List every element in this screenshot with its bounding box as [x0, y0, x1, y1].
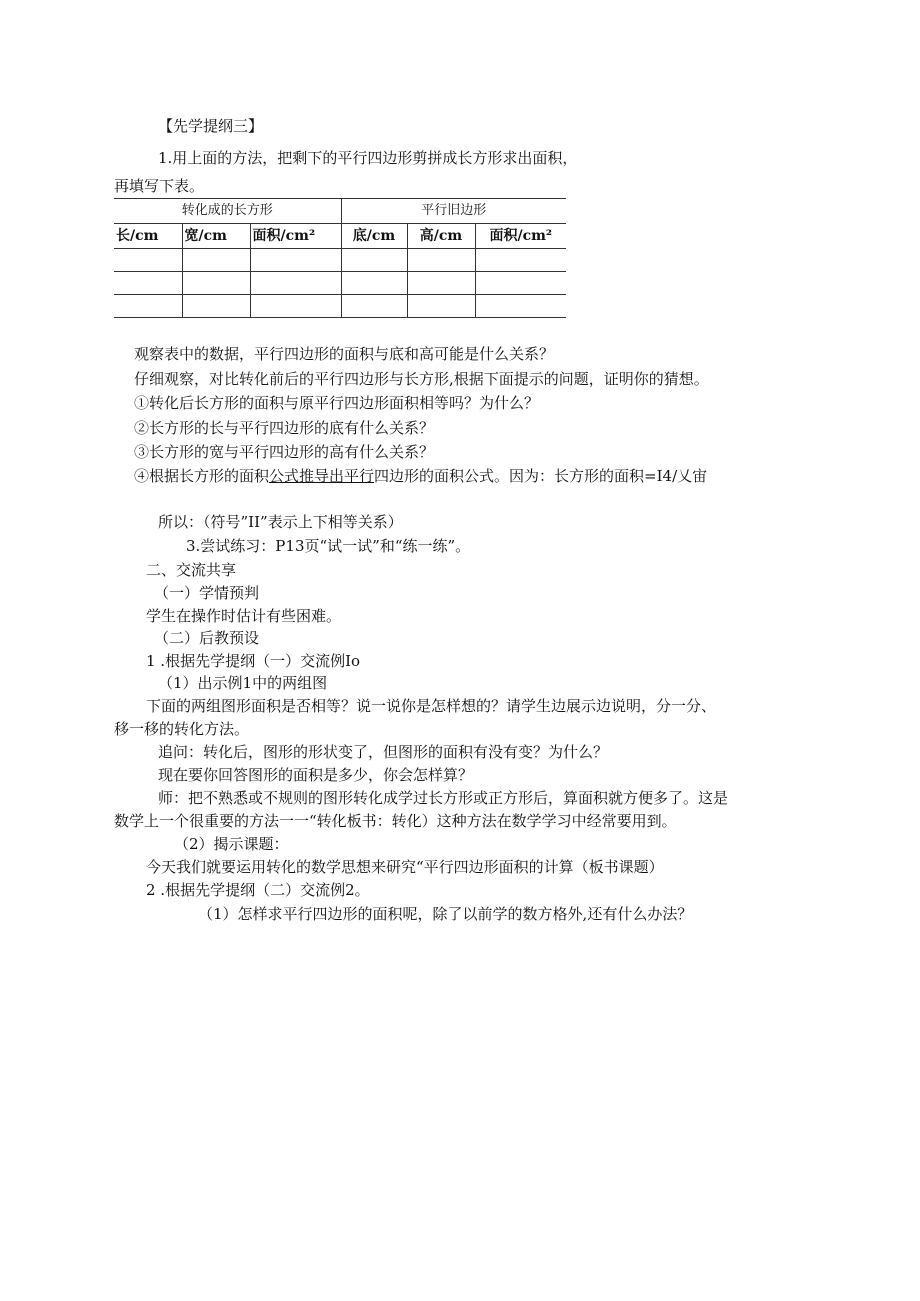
col-header-area-2: 面积/cm² — [475, 224, 566, 249]
group-header-rectangle: 转化成的长方形 — [114, 199, 341, 224]
table-cell[interactable] — [475, 295, 566, 318]
question-2: ②长方形的长与平行四边形的底有什么关系？ — [134, 419, 435, 437]
col-header-length: 长/cm — [114, 224, 182, 249]
table-group-row — [114, 199, 566, 224]
section-title: 【先学提纲三】 — [158, 117, 264, 135]
point-3: 2 .根据先学提纲（二）交流例2。 — [146, 881, 370, 899]
table-cell[interactable] — [341, 272, 407, 295]
table-cell[interactable] — [250, 295, 341, 318]
point-1-4: 现在要你回答图形的面积是多少，你会怎样算？ — [158, 766, 474, 784]
question-3: ③长方形的宽与平行四边形的高有什么关系？ — [134, 443, 435, 461]
point-1-5a: 师：把不熟悉或不规则的图形转化成学过长方形或正方形后，算面积就方便多了。这是 — [158, 789, 729, 807]
point-1-1: （1）出示例1中的两组图 — [158, 674, 328, 692]
point-1-5b: 数学上一个很重要的方法一一“转化板书：转化）这种方法在数学学习中经常要用到。 — [114, 812, 677, 830]
subsection-2-title: （二）后教预设 — [154, 629, 260, 647]
point-1-3: 追问：转化后，图形的形状变了，但图形的面积有没有变？为什么？ — [158, 743, 609, 761]
table-cell[interactable] — [182, 249, 250, 272]
table-cell[interactable] — [475, 272, 566, 295]
table-row — [114, 295, 566, 318]
point-1: 1 .根据先学提纲（一）交流例Io — [146, 652, 361, 670]
table-cell[interactable] — [114, 272, 182, 295]
question-4-pre: ④根据长方形的面积 — [134, 467, 270, 485]
point-2-title: （2）揭示课题： — [174, 835, 289, 853]
col-header-height: 高/cm — [407, 224, 475, 249]
question-4-underlined: 公式推导出平行 — [269, 467, 375, 485]
group-header-parallelogram: 平行旧边形 — [341, 199, 566, 224]
table-cell[interactable] — [341, 249, 407, 272]
so-line: 所以：（符号”II”表示上下相等关系） — [158, 513, 403, 531]
table-cell[interactable] — [182, 272, 250, 295]
table-cell[interactable] — [250, 249, 341, 272]
try-practice-line: 3.尝试练习：P13页“试一试”和“练一练”。 — [186, 537, 471, 555]
point-2-text: 今天我们就要运用转化的数学思想来研究“平行四边形面积的计算（板书课题） — [146, 858, 664, 876]
subsection-1-title: （一）学情预判 — [154, 584, 260, 602]
question-1: ①转化后长方形的面积与原平行四边形面积相等吗？为什么？ — [134, 394, 540, 412]
table-cell[interactable] — [341, 295, 407, 318]
question-observe: 观察表中的数据，平行四边形的面积与底和高可能是什么关系？ — [134, 345, 555, 363]
col-header-area: 面积/cm² — [250, 224, 341, 249]
subsection-1-text: 学生在操作时估计有些困难。 — [146, 607, 342, 625]
col-header-base: 底/cm — [341, 224, 407, 249]
table-header-row — [114, 224, 566, 249]
point-1-2a: 下面的两组图形面积是否相等？说一说你是怎样想的？请学生边展示边说明，分一分、 — [146, 697, 717, 715]
table-cell[interactable] — [114, 295, 182, 318]
table-cell[interactable] — [407, 272, 475, 295]
question-careful: 仔细观察，对比转化前后的平行四边形与长方形,根据下面提示的问题，证明你的猜想。 — [134, 370, 709, 388]
intro-line-1: 1.用上面的方法，把剩下的平行四边形剪拼成长方形求出面积， — [158, 149, 578, 167]
data-table — [114, 198, 566, 318]
col-header-width: 宽/cm — [182, 224, 250, 249]
point-1-2b: 移一移的转化方法。 — [114, 720, 250, 738]
table-cell[interactable] — [475, 249, 566, 272]
table-cell[interactable] — [407, 249, 475, 272]
table-cell[interactable] — [182, 295, 250, 318]
table-cell[interactable] — [250, 272, 341, 295]
intro-line-2: 再填写下表。 — [114, 177, 205, 195]
question-4-post: 四边形的面积公式。因为：长方形的面积=I4/乂宙 — [374, 467, 708, 485]
table-cell[interactable] — [114, 249, 182, 272]
point-3-1: （1）怎样求平行四边形的面积呢，除了以前学的数方格外,还有什么办法？ — [198, 905, 693, 923]
table-row — [114, 272, 566, 295]
question-4 — [134, 466, 707, 486]
table-cell[interactable] — [407, 295, 475, 318]
table-row — [114, 249, 566, 272]
section-2-title: 二、交流共享 — [146, 561, 237, 579]
